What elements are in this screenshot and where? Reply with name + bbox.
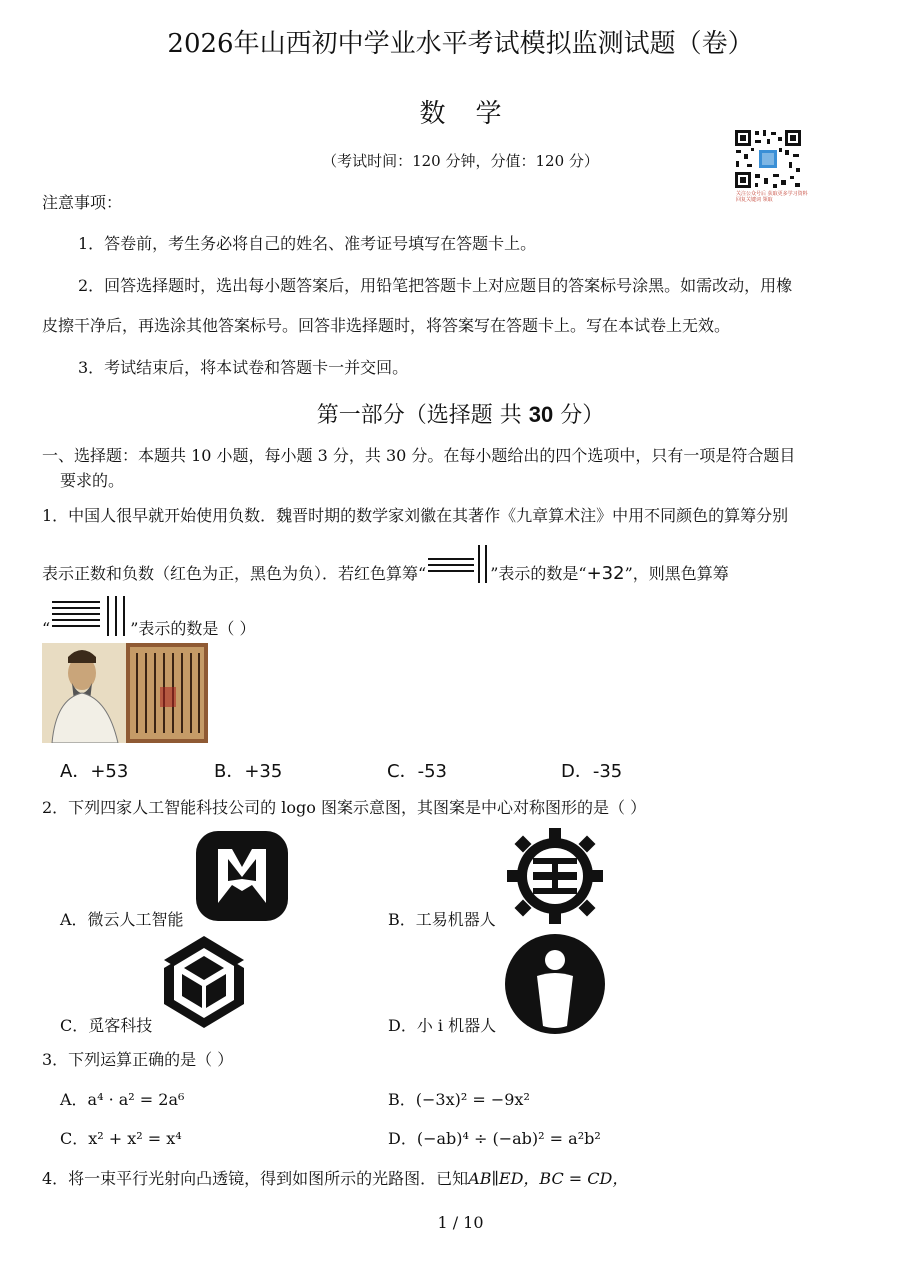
q1-option-a[interactable]: A．+53 (60, 761, 129, 782)
q3-option-c[interactable]: C．x² + x² = x⁴ (60, 1129, 182, 1148)
qr-caption: 关注公众号后 获取更多学习资料 回复关键词 领取 (736, 191, 808, 203)
notice-item-1: 1．答卷前，考生务必将自己的姓名、准考证号填写在答题卡上。 (78, 234, 537, 253)
q2-option-b[interactable]: B．工易机器人 (388, 910, 496, 929)
q3-option-a[interactable]: A．a⁴ · a² = 2a⁶ (60, 1090, 185, 1109)
q3-stem: 3．下列运算正确的是（ ） (42, 1050, 234, 1069)
q4-stem: 4．将一束平行光射向凸透镜，得到如图所示的光路图．已知AB∥ED，BC = CD， (42, 1169, 629, 1188)
q2-stem: 2．下列四家人工智能科技公司的 logo 图案示意图，其图案是中心对称图形的是（ ） (42, 798, 647, 817)
q1-line2: 表示正数和负数（红色为正，黑色为负）．若红色算筹“ ”表示的数是“+32”，则黑色算筹 (42, 564, 729, 584)
liu-hui-illustration (42, 643, 208, 743)
q1-line1: 1．中国人很早就开始使用负数．魏晋时期的数学家刘徽在其著作《九章算术注》中用不同颜色的算筹分别 (42, 506, 789, 525)
exam-title: 2026年山西初中学业水平考试模拟监测试题（卷） (167, 29, 754, 59)
q1-line3: “ ”表示的数是（ ） (42, 619, 255, 639)
qr-code[interactable] (733, 128, 803, 190)
notice-item-2a: 2．回答选择题时，选出每小题答案后，用铅笔把答题卡上对应题目的答案标号涂黑。如需改动，用橡 (78, 276, 793, 295)
section-instructions-cont: 要求的。 (60, 471, 125, 490)
q1-option-d[interactable]: D．-35 (561, 761, 623, 782)
counting-rods-black-icon (50, 594, 130, 640)
q2-option-d[interactable]: D．小 i 机器人 (388, 1016, 497, 1035)
q2-option-c[interactable]: C．觅客科技 (60, 1016, 153, 1035)
exam-time-info: （考试时间：120 分钟，分值：120 分） (322, 152, 599, 170)
subject-title: 数学 (419, 99, 532, 129)
section-instructions: 一、选择题：本题共 10 小题，每小题 3 分，共 30 分。在每小题给出的四个选项中，只有一项是符合题目 (42, 446, 796, 465)
q3-option-b[interactable]: B．(−3x)² = −9x² (388, 1090, 530, 1109)
weiyun-logo-icon (194, 829, 290, 923)
q1-option-c[interactable]: C．-53 (387, 761, 447, 782)
q2-option-a[interactable]: A．微云人工智能 (60, 910, 184, 929)
gongyi-robot-logo-icon (505, 826, 605, 926)
notice-heading: 注意事项： (42, 193, 123, 212)
section-title: 第一部分（选择题 共 30 分） (316, 402, 605, 428)
q1-option-b[interactable]: B．+35 (214, 761, 283, 782)
q1-red-value: +32 (586, 563, 625, 584)
q3-option-d[interactable]: D．(−ab)⁴ ÷ (−ab)² = a²b² (388, 1129, 601, 1148)
page-number: 1 / 10 (437, 1213, 484, 1232)
notice-item-3: 3．考试结束后，将本试卷和答题卡一并交回。 (78, 358, 409, 377)
xiaoi-robot-logo-icon (503, 932, 607, 1036)
notice-item-2b: 皮擦干净后，再选涂其他答案标号。回答非选择题时，将答案写在答题卡上。写在本试卷上无效。 (42, 316, 731, 335)
counting-rods-red-icon (426, 543, 490, 587)
mike-tech-logo-icon (158, 934, 250, 1030)
